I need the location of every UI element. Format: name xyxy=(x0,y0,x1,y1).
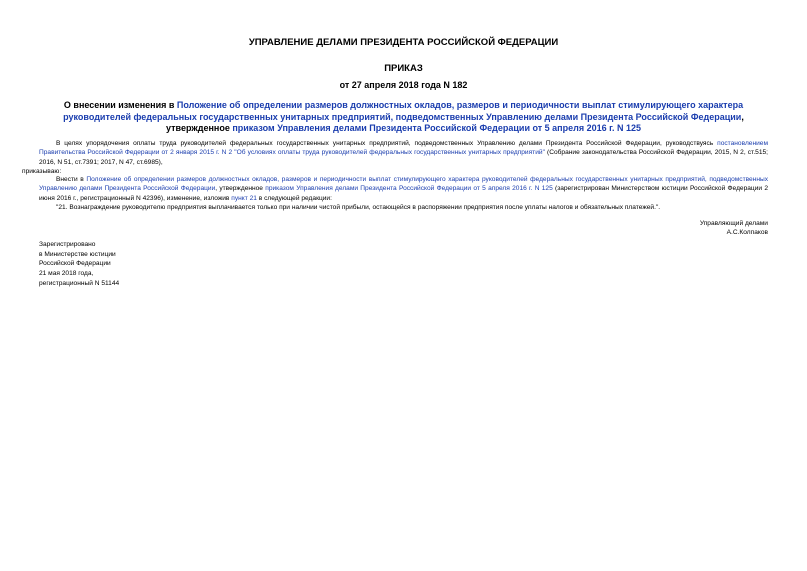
paragraph-amendment xyxy=(39,175,768,203)
quoted-clause: "21. Вознаграждение руководителю предприятия выплачивается только при наличии чистой прибыли, остающейся в распоряжении предприятия после уплаты налогов и обязательных платежей.". xyxy=(56,204,661,211)
title-link-regulation[interactable]: Положение об определении размеров должностных окладов, размеров и периодичности выплат стимулирующего характера руководителей федеральных государственных унитарных предприятий, подведомственных Управлению делами Президента Российской Федерации xyxy=(63,100,744,122)
amendment-text-3: (зарегистрирован Министерством юстиции Российской Федерации 2 июня 2016 г., регистрационный N 42396), изменение, изложив xyxy=(39,185,768,202)
amendment-link-item21[interactable]: пункт 21 xyxy=(231,194,257,202)
paragraph-preamble xyxy=(22,139,768,177)
amendment-text-4: в следующей редакции: xyxy=(256,194,332,202)
document-date: от 27 апреля 2018 года N 182 xyxy=(339,80,468,90)
signature-block xyxy=(700,219,768,238)
registration-line: регистрационный N 51144 xyxy=(39,279,120,287)
registration-line: Зарегистрировано xyxy=(39,241,96,248)
document-title xyxy=(40,100,767,135)
title-prefix: О внесении изменения в xyxy=(63,100,177,110)
signature-position: Управляющий делами xyxy=(699,220,768,227)
registration-block xyxy=(39,240,119,289)
preamble-order-word: приказываю: xyxy=(22,168,62,176)
amendment-link-regulation[interactable]: Положение об определении размеров должностных окладов, размеров и периодичности выплат стимулирующего характера руководителей федеральных государственных унитарных предприятий, подведомственных Управлению делами Президента Российской Федерации xyxy=(39,176,769,193)
registration-line: 21 мая 2018 года, xyxy=(39,270,94,278)
registration-line: в Министерстве юстиции xyxy=(39,250,116,258)
preamble-source: (Собрание законодательства Российской Федерации, 2015, N 2, ст.515; 2016, N 51, ст.7391; 2017, N 47, ст.6985), xyxy=(39,149,768,166)
title-middle: , утвержденное xyxy=(166,111,744,133)
preamble-link-resolution[interactable]: постановлением Правительства Российской Федерации от 2 января 2015 г. N 2 "Об условиях оплаты труда руководителей федеральных государственных унитарных предприятий" xyxy=(39,140,768,157)
organization-heading: УПРАВЛЕНИЕ ДЕЛАМИ ПРЕЗИДЕНТА РОССИЙСКОЙ ФЕДЕРАЦИИ xyxy=(248,37,559,48)
registration-line: Российской Федерации xyxy=(39,260,111,268)
preamble-text: В целях упорядочения оплаты труда руководителей федеральных государственных унитарных предприятий, подведомственных Управлению делами Президента Российской Федерации, руководствуясь xyxy=(56,140,718,147)
amendment-text-1: Внести в xyxy=(56,176,87,183)
amendment-text-2: , утвержденное xyxy=(215,185,266,193)
title-link-order[interactable]: приказом Управления делами Президента Российской Федерации от 5 апреля 2016 г. N 125 xyxy=(232,123,641,133)
amendment-link-order[interactable]: приказом Управления делами Президента Российской Федерации от 5 апреля 2016 г. N 125 xyxy=(265,185,553,193)
document-type: ПРИКАЗ xyxy=(384,63,423,74)
signature-name: А.С.Колпаков xyxy=(726,229,768,237)
